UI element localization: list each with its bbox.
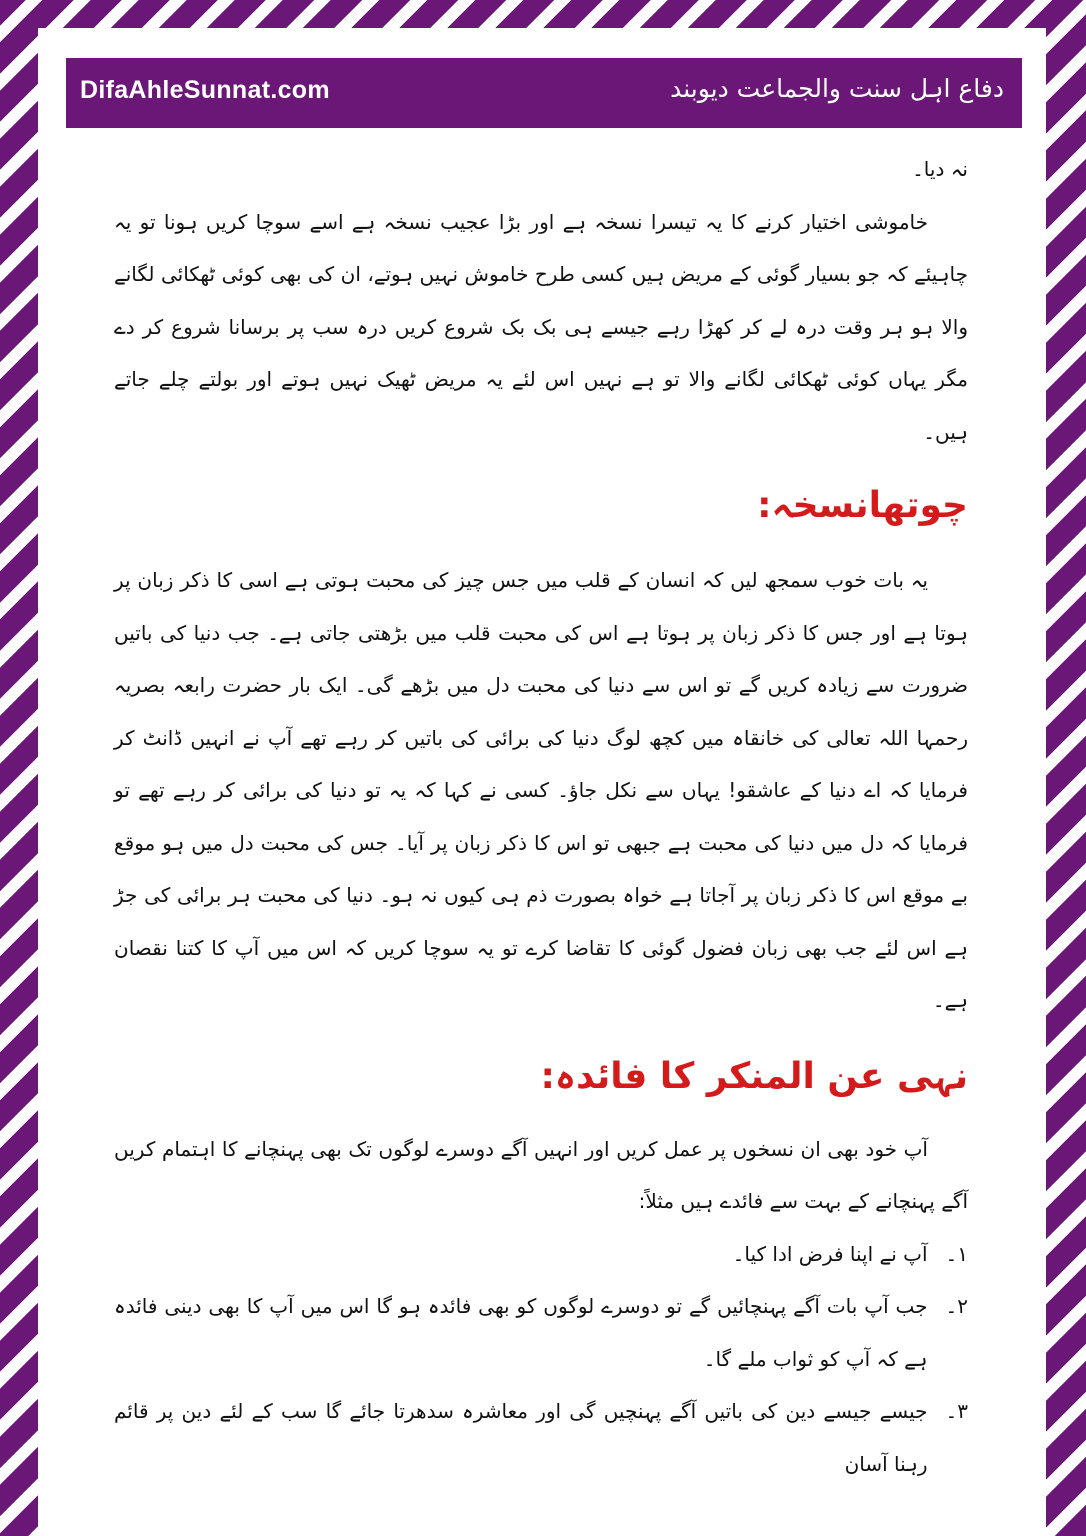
page	[38, 28, 1046, 1536]
list-number: ۲۔	[945, 1294, 968, 1318]
list-text: جیسے جیسے دین کی باتیں آگے پہنچیں گی اور معاشرہ سدھرتا جائے گا سب کے لئے دین پر قائم رہنا آسان	[114, 1399, 928, 1476]
heading-fourth-remedy: چوتھانسخہ:	[757, 485, 968, 526]
paragraph-2: یہ بات خوب سمجھ لیں کہ انسان کے قلب میں جس چیز کی محبت ہوتی ہے اسی کا ذکر زبان پر ہوتا ہے اور جس کا ذکر زبان پر ہوتا ہے اس کی محبت قلب میں بڑھتی جاتی ہے۔ جب دنیا کی باتیں ضرورت سے زیادہ کریں گے تو اس سے دنیا کی محبت دل میں بڑھے گی۔ ایک بار حضرت رابعہ بصریہ رحمہا اللہ تعالی کی خانقاہ میں کچھ لوگ دنیا کی برائی کی باتیں کر رہے تھے آپ نے انہیں ڈانٹ کر فرمایا کہ اے دنیا کے عاشقو! یہاں سے نکل جاؤ۔ کسی نے کہا کہ یہ تو دنیا کی برائی کر رہے تھے تو فرمایا کہ دل میں دنیا کی محبت ہے جبھی تو اس کا ذکر زبان پر آیا۔ جس کی محبت دل میں ہو موقع بے موقع اس کا ذکر زبان پر آجاتا ہے خواہ بصورت ذم ہی کیوں نہ ہو۔ دنیا کی محبت ہر برائی کی جڑ ہے اس لئے جب بھی زبان فضول گوئی کا تقاضا کرے تو یہ سوچا کریں کہ اس میں آپ کا کتنا نقصان ہے۔	[114, 568, 969, 1012]
article-body	[114, 143, 968, 1490]
site-link[interactable]: DifaAhleSunnat.com	[80, 76, 330, 104]
header-bar	[66, 58, 1022, 128]
header-title: دفاع اہل سنت والجماعت دیوبند	[670, 74, 1004, 103]
paragraph-3: آپ خود بھی ان نسخوں پر عمل کریں اور انہیں آگے دوسرے لوگوں تک بھی پہنچانے کا اہتمام کریں آگے پہنچانے کے بہت سے فائدے ہیں مثلاً:	[114, 1136, 968, 1213]
paragraph-1: خاموشی اختیار کرنے کا یہ تیسرا نسخہ ہے اور بڑا عجیب نسخہ ہے اسے سوچا کریں ہونا تو یہ چاہیئے کہ جو بسیار گوئی کے مریض ہیں کسی طرح خاموش نہیں ہوتے، ان کی بھی کوئی ٹھکائی لگانے والا ہو ہر وقت درہ لے کر کھڑا رہے جیسے ہی بک بک شروع کریں درہ سب پر برسانا شروع کر دے مگر یہاں کوئی ٹھکائی لگانے والا تو ہے نہیں اس لئے یہ مریض ٹھیک نہیں ہوتے اور بولتے چلے جاتے ہیں۔	[114, 209, 968, 444]
list-text: آپ نے اپنا فرض ادا کیا۔	[732, 1241, 928, 1266]
list-item	[114, 1280, 968, 1385]
paragraph-0: نہ دیا۔	[912, 157, 968, 181]
list-item	[114, 1228, 968, 1281]
list-text: جب آپ بات آگے پہنچائیں گے تو دوسرے لوگوں کو بھی فائدہ ہو گا اس میں آپ کا بھی دینی فائدہ ہے کہ آپ کو ثواب ملے گا۔	[114, 1294, 928, 1371]
heading-benefit: نہی عن المنکر کا فائدہ:	[540, 1055, 968, 1097]
list-number: ۱۔	[945, 1241, 968, 1266]
list-item	[114, 1385, 968, 1490]
list-number: ۳۔	[945, 1399, 968, 1423]
